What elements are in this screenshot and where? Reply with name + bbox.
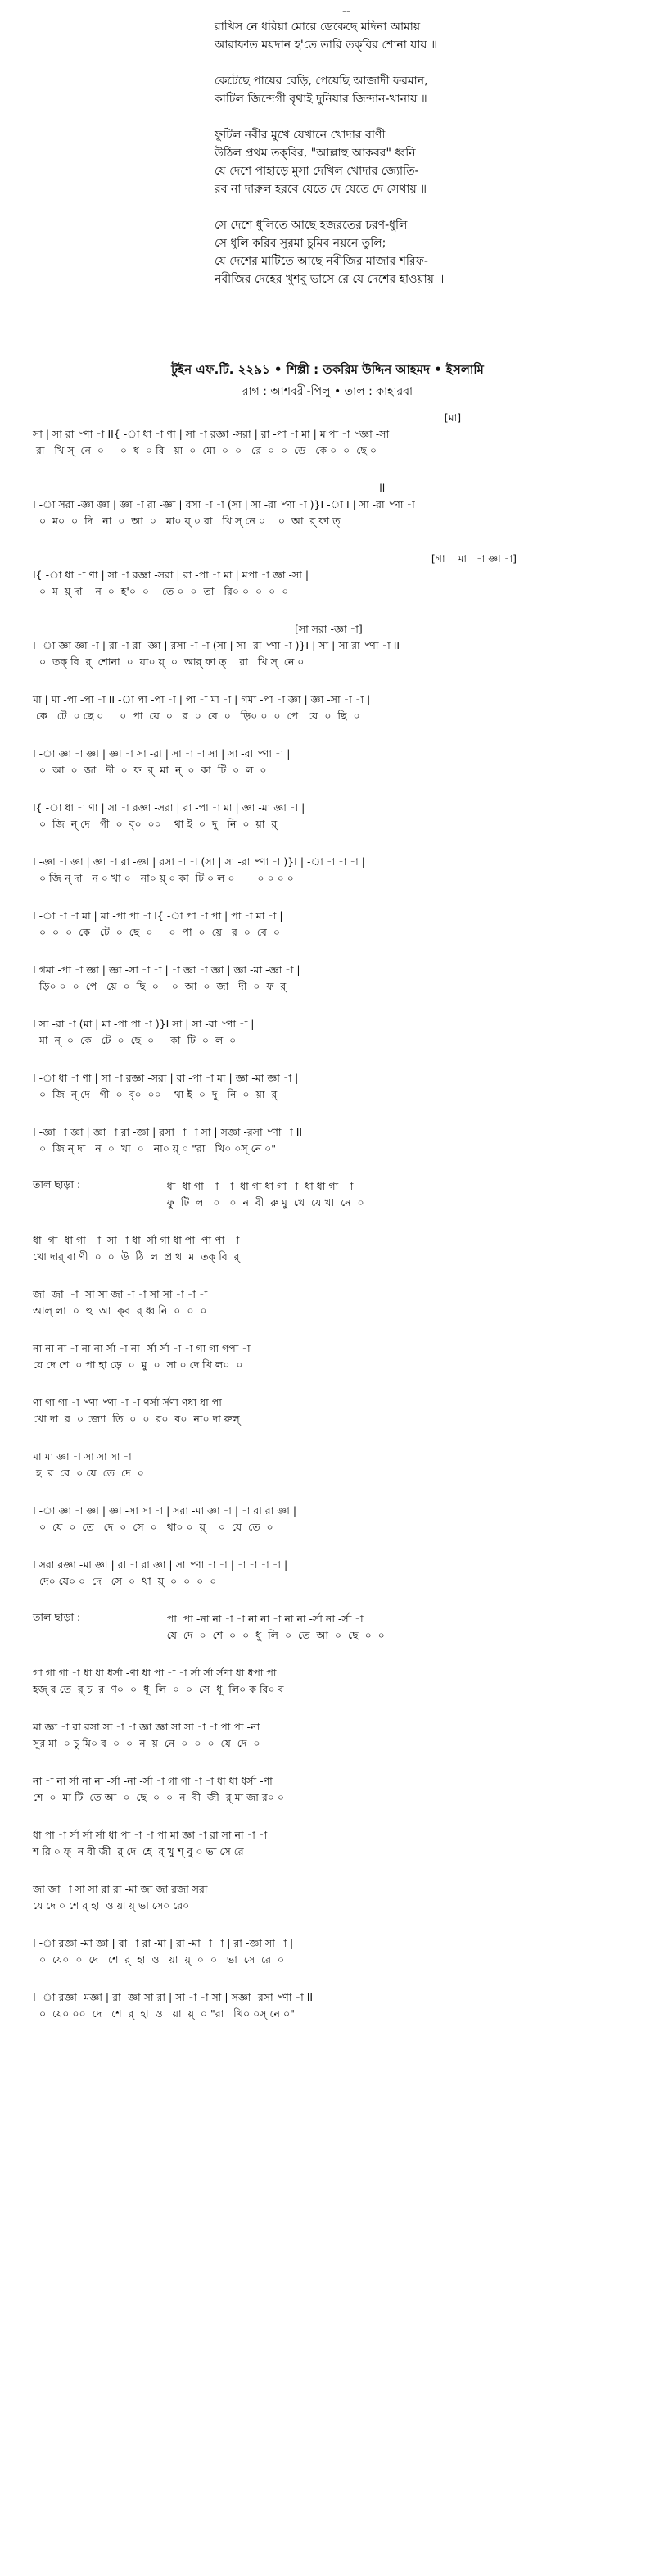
notation-block: [33, 1773, 639, 1806]
notation-line: I{ -া ধা -া ণা | সা -া রজ্ঞা -সরা | রা -পা -া মা | জ্ঞা -মা জ্ঞা -া |: [33, 801, 305, 814]
notation-block: [33, 1124, 639, 1157]
notation-block: [33, 1232, 639, 1265]
notation-line: I -া -া -া মা | মা -পা পা -া I{ -া পা -া পা | পা -া মা -া |: [33, 909, 283, 922]
notation-line: I -া সরা -জ্ঞা জ্ঞা | জ্ঞা -া রা -জ্ঞা | রসা -া -া (সা | সা -রা ৺ণা -া )}I -া I | সা -রা ৺ণা -া: [33, 498, 415, 510]
syllable-line: যে দে ০ শে ০ ০ ধু লি ০ তে আ ০ ছে ০ ০: [131, 1629, 385, 1641]
syllable-line: ০ যে০ ০০ দে শে র্‌ হা ও য়া য়্‌ ০ "রা খি০ ০স্‌ নে ০": [33, 2007, 295, 2020]
notation-block: [33, 1611, 639, 1644]
notation-line: ধা ধা গা -া -া ধা গা ধা গা -া ধা ধা গা -া: [131, 1180, 354, 1192]
notation-block: [33, 1178, 639, 1211]
syllable-line: ০ যে০ ০ দে শে র্‌ হা ও য়া য়্‌ ০ ০ ভা সে রে ০: [33, 1953, 285, 1966]
notation-line: জা জা -া সা সা রা রা -মা জা জা রজা সরা: [33, 1883, 208, 1895]
syllable-line: ০ তক্‌ বি র্‌ শোনা ০ যা০ য়্‌ ০ আর্‌ ফা ত্‌ রা খি স্‌ নে ০: [33, 655, 305, 668]
notation-line: সা | সা রা ৺ণা -া II{ -া ধা -া ণা | সা -া রজ্ঞা -সরা | রা -পা -া মা | ম'পা -া ৺জ্ঞা -সা: [33, 428, 390, 440]
lyric-line: কাটিল জিন্দেগী বৃথাই দুনিয়ার জিন্দান-খানায় ॥: [215, 93, 427, 106]
ornament-annotation: [মা]: [295, 411, 462, 424]
syllable-line: ০ জি ন্‌ দে গী ০ বৃ০ ০০ থা ই ০ দু নি ০ য়া র্‌: [38, 818, 278, 830]
notation-line: I -া জ্ঞা -া জ্ঞা | জ্ঞা -সা সা -া | সরা -মা জ্ঞা -া | -া রা রা জ্ঞা |: [33, 1504, 297, 1517]
syllable-line: ০ জি ন্‌ দে গী ০ বৃ০ ০০ থা ই ০ দু নি ০ য়া র্‌: [38, 1088, 278, 1100]
notation-line: I গমা -পা -া জ্ঞা | জ্ঞা -সা -া -া | -া জ্ঞা -া জ্ঞা | জ্ঞা -মা -জ্ঞা -া |: [33, 964, 300, 976]
notation-block: [33, 746, 639, 778]
notation-block: [33, 854, 639, 887]
syllable-line: আল্ লা ০ হু আ ক্‌ব র্‌ ধ্ব নি ০ ০ ০: [33, 1304, 207, 1317]
syllable-line: হজ্‌ র তে র্‌ চ র ণ০ ০ ধূ লি ০ ০ সে ধূ লি০ ক রি০ ব: [33, 1683, 284, 1695]
lyric-line: সে ধুলি করিব সুরমা চুমিব নয়নে তুলি;: [215, 237, 386, 250]
syllable-line: ০ ০ ০ কে টে ০ ছে ০ ০ পা ০ য়ে র ০ বে ০: [33, 926, 280, 938]
lyric-line: সে দেশে ধুলিতে আছে হজরতের চরণ-ধুলি: [215, 219, 408, 232]
notation-line: I -জ্ঞা -া জ্ঞা | জ্ঞা -া রা -জ্ঞা | রসা -া -া সা | সজ্ঞা -রসা ৺ণা -া II: [33, 1126, 303, 1138]
lyric-stanza: [215, 216, 640, 288]
notation-block: [33, 1286, 639, 1319]
notation-block: [33, 1557, 639, 1590]
lyric-line: ফুটিল নবীর মুখে যেখানে খোদার বাণী: [215, 129, 386, 142]
free-rhythm-label: তাল ছাড়া :: [33, 1611, 81, 1623]
notation-block: [33, 1395, 639, 1427]
notation-block: [33, 1881, 639, 1914]
notation-line: গা গা গা -া ধা ধা ধর্সা -ণা ধা পা -া -া র্সা র্সা র্সণা ধা ধপা পা: [33, 1667, 277, 1679]
syllable-line: ০ ম য়্‌ দা ন ০ হ'০ ০ তে ০ ০ তা রি০ ০ ০ ০ ০: [33, 585, 289, 597]
lyric-line: যে দেশের মাটিতে আছে নবীজির মাজার শরিফ-: [215, 255, 428, 268]
syllable-line: যে দে ০ শে র্‌ হা ও য়া য়্‌ ভা সে০ রে০: [33, 1899, 190, 1912]
syllable-line: সুর মা ০ চু মি০ ব ০ ০ ন য় নে ০ ০ ০ যে দে ০: [33, 1737, 260, 1749]
lyric-line: রাখিস নে ধরিয়া মোরে ডেকেছে মদিনা আমায়: [215, 20, 421, 34]
syllable-line: ০ আ ০ জা দী ০ ফ র্‌ মা ন্‌ ০ কা টি ০ ল ০: [33, 764, 267, 776]
syllable-line: শ রি ০ ফ্‌ ন বী জী র্‌ দে হে র্‌ খু শ্‌ বু ০ ভা সে রে: [33, 1845, 244, 1857]
syllable-line: মা ন্‌ ০ কে টে ০ ছে ০ কা টি ০ ল ০: [33, 1034, 237, 1046]
top-mark: --: [342, 5, 351, 18]
notation-line: মা জ্ঞা -া রা রসা সা -া -া জ্ঞা জ্ঞা সা সা -া -া পা পা -না: [33, 1721, 260, 1733]
notation-line: ধা গা ধা গা -া সা -া ধা র্সা গা ধা পা পা পা -া: [33, 1234, 240, 1246]
lyric-line: রব না দারুল হরবে যেতে দে যেতে দে সেথায় ॥: [215, 183, 427, 196]
notation-block: [33, 410, 639, 459]
free-rhythm-label: তাল ছাড়া :: [33, 1178, 81, 1190]
syllable-line: ফু টি ল ০ ০ ন বী রু মু খে যে খা নে ০: [131, 1196, 364, 1209]
notation-line: I -জ্ঞা -া জ্ঞা | জ্ঞা -া রা -জ্ঞা | রসা -া -া (সা | সা -রা ৺ণা -া )}I | -া -া -া -া |: [33, 855, 365, 868]
syllable-line: রা খি স্‌ নে ০ ০ ধ ০ রি য়া ০ মো ০ ০ রে ০ ০ ডে কে ০ ০ ছে ০: [33, 444, 377, 456]
notation-line: I -া রজ্ঞা -মা জ্ঞা | রা -া রা -মা | রা -মা -া -া | রা -জ্ঞা সা -া |: [33, 1937, 294, 1949]
raga-tala-header: রাগ : আশবরী-পিলু • তাল : কাহারবা: [242, 385, 413, 398]
lyric-line: নবীজির দেহের খুশবু ভাসে রে যে দেশের হাওয়ায় ॥: [215, 273, 445, 286]
syllable-line: ড়ি০ ০ ০ পে য়ে ০ ছি ০ ০ আ ০ জা দী ০ ফ র্‌: [38, 980, 287, 992]
notation-block: [33, 1070, 639, 1103]
syllable-line: যে দে শে ০ পা হা ড়ে ০ মু ০ সা ০ দে খি ল০ ০: [33, 1358, 243, 1371]
notation-block: [33, 962, 639, 995]
lyric-stanza: [215, 18, 640, 54]
lyric-line: উঠিল প্রথম তক্‌বির, "আল্লাহু আকবর" ধ্বনি: [215, 147, 416, 160]
notation-block: [33, 908, 639, 941]
notation-line: মা মা জ্ঞা -া সা সা সা -া: [33, 1450, 132, 1463]
lyrics: [215, 18, 640, 306]
syllable-line: খো দা র ০ জ্যো তি ০ ০ র০ ব০ না০ দা রুল্‌: [33, 1413, 240, 1425]
notation-block: [33, 1827, 639, 1860]
notation-line: I সরা রজ্ঞা -মা জ্ঞা | রা -া রা জ্ঞা | সা ৺ণা -া -া | -া -া -া -া |: [33, 1558, 288, 1571]
notation-line: I -া ধা -া ণা | সা -া রজ্ঞা -সরা | রা -পা -া মা | জ্ঞা -মা জ্ঞা -া |: [33, 1072, 299, 1084]
syllable-line: ০ জি ন্‌ দা ন ০ খা ০ না০ য়্‌ ০ কা টি ০ ল ০ ০ ০ ০ ০: [33, 872, 294, 884]
syllable-line: হ র বে ০ যে তে দে ০: [33, 1467, 144, 1479]
notation-block: [33, 1665, 639, 1698]
lyric-stanza: [215, 72, 640, 108]
syllable-line: দে০ যে০ ০ দে সে ০ থা য়্‌ ০ ০ ০ ০: [33, 1575, 217, 1587]
notation-block: [33, 621, 639, 670]
notation-block: [33, 1016, 639, 1049]
notation-block: [33, 1989, 639, 2022]
ornament-annotation: ll: [295, 482, 386, 494]
syllable-line: ০ ম০ ০ দি না ০ আ ০ মা০ য়্‌ ০ রা খি স্‌ নে ০ ০ আ র্‌ ফা ত্‌: [38, 515, 341, 527]
notation-line: I সা -রা -া (মা | মা -পা পা -া )}I সা | সা -রা ৺ণা -া |: [33, 1018, 255, 1030]
notation-block: [33, 1449, 639, 1481]
notation-block: [33, 480, 639, 529]
notation-line: I -া জ্ঞা -া জ্ঞা | জ্ঞা -া সা -রা | সা -া -া সা | সা -রা ৺ণা -া |: [33, 747, 291, 760]
notation-line: I{ -া ধা -া ণা | সা -া রজ্ঞা -সরা | রা -পা -া মা | মপা -া জ্ঞা -সা |: [33, 569, 309, 581]
lyric-line: যে দেশে পাহাড়ে মুসা দেখিল খোদার জ্যোতি-: [215, 165, 419, 178]
syllable-line: খো দার্‌ বা ণী ০ ০ উ ঠি ল প্র থ ম তক্‌ বি র্‌: [33, 1250, 240, 1263]
notation-line: ণা গা গা -া ৺ণা ৺ণা -া -া ণর্সা র্সণা ণধা ধা পা: [33, 1396, 222, 1408]
syllable-line: ০ যে ০ তে দে ০ সে ০ থা০ ০ য়্‌ ০ যে তে ০: [33, 1521, 273, 1533]
notation-line: মা | মা -পা -পা -া II -া পা -পা -া | পা -া মা -া | গমা -পা -া জ্ঞা | জ্ঞা -সা -া -া |: [33, 693, 371, 705]
ornament-annotation: [গা মা -া জ্ঞা -া]: [295, 552, 517, 565]
syllable-line: কে টে ০ ছে ০ ০ পা য়ে ০ র ০ বে ০ ড়ি০ ০ ০ পে য়ে ০ ছি ০: [33, 710, 360, 722]
notation-line: I -া রজ্ঞা -মজ্ঞা | রা -জ্ঞা সা রা | সা -া -া সা | সজ্ঞা -রসা ৺ণা -া II: [33, 1991, 314, 2003]
notation-line: না না না -া না না র্সা -া না -র্সা র্সা -া -া গা গা গপা -া: [33, 1342, 251, 1354]
notation-line: জা জা -া সা সা জা -া -া সা সা -া -া -া: [33, 1288, 208, 1300]
lyric-line: আরাফাত ময়দান হ'তে তারি তক্‌বির শোনা যায় ॥: [215, 39, 438, 52]
syllable-line: ০ জি ন্‌ দা ন ০ খা ০ না০ য়্‌ ০ "রা খি০ ০স্‌ নে ০": [33, 1142, 277, 1154]
notation-block: [33, 800, 639, 832]
notation-block: [33, 692, 639, 724]
lyric-stanza: [215, 126, 640, 198]
lyric-line: কেটেছে পায়ের বেড়ি, পেয়েছি আজাদী ফরমান,: [215, 75, 428, 88]
syllable-line: শে ০ মা টি তে আ ০ ছে ০ ০ ন বী জী র্‌ মা জা র০ ০: [33, 1791, 285, 1803]
notation-block: [33, 1935, 639, 1968]
notation-block: [33, 1503, 639, 1535]
notation-section: [33, 410, 639, 2043]
notation-block: [33, 1340, 639, 1373]
notation-block: [33, 551, 639, 600]
ornament-annotation: [সা সরা -জ্ঞা -া]: [295, 623, 363, 635]
record-header: টুইন এফ.টি. ২২৯১ • শিল্পী : তকরিম উদ্দিন আহমদ • ইসলামি: [171, 362, 484, 377]
notation-line: I -া জ্ঞা জ্ঞা -া | রা -া রা -জ্ঞা | রসা -া -া (সা | সা -রা ৺ণা -া )}I | সা | সা রা ৺ণা -া II: [33, 639, 400, 651]
notation-line: না -া না র্সা না না -র্সা -না -র্সা -া গা গা -া -া ধা ধা ধর্সা -ণা: [33, 1775, 273, 1787]
notation-line: ধা পা -া র্সা র্সা র্সা ধা পা -া -া পা মা জ্ঞা -া রা সা না -া -া: [33, 1829, 268, 1841]
notation-line: পা পা -না না -া -া না না -া না না -র্সা না -র্সা -া: [131, 1612, 364, 1625]
notation-block: [33, 1719, 639, 1752]
